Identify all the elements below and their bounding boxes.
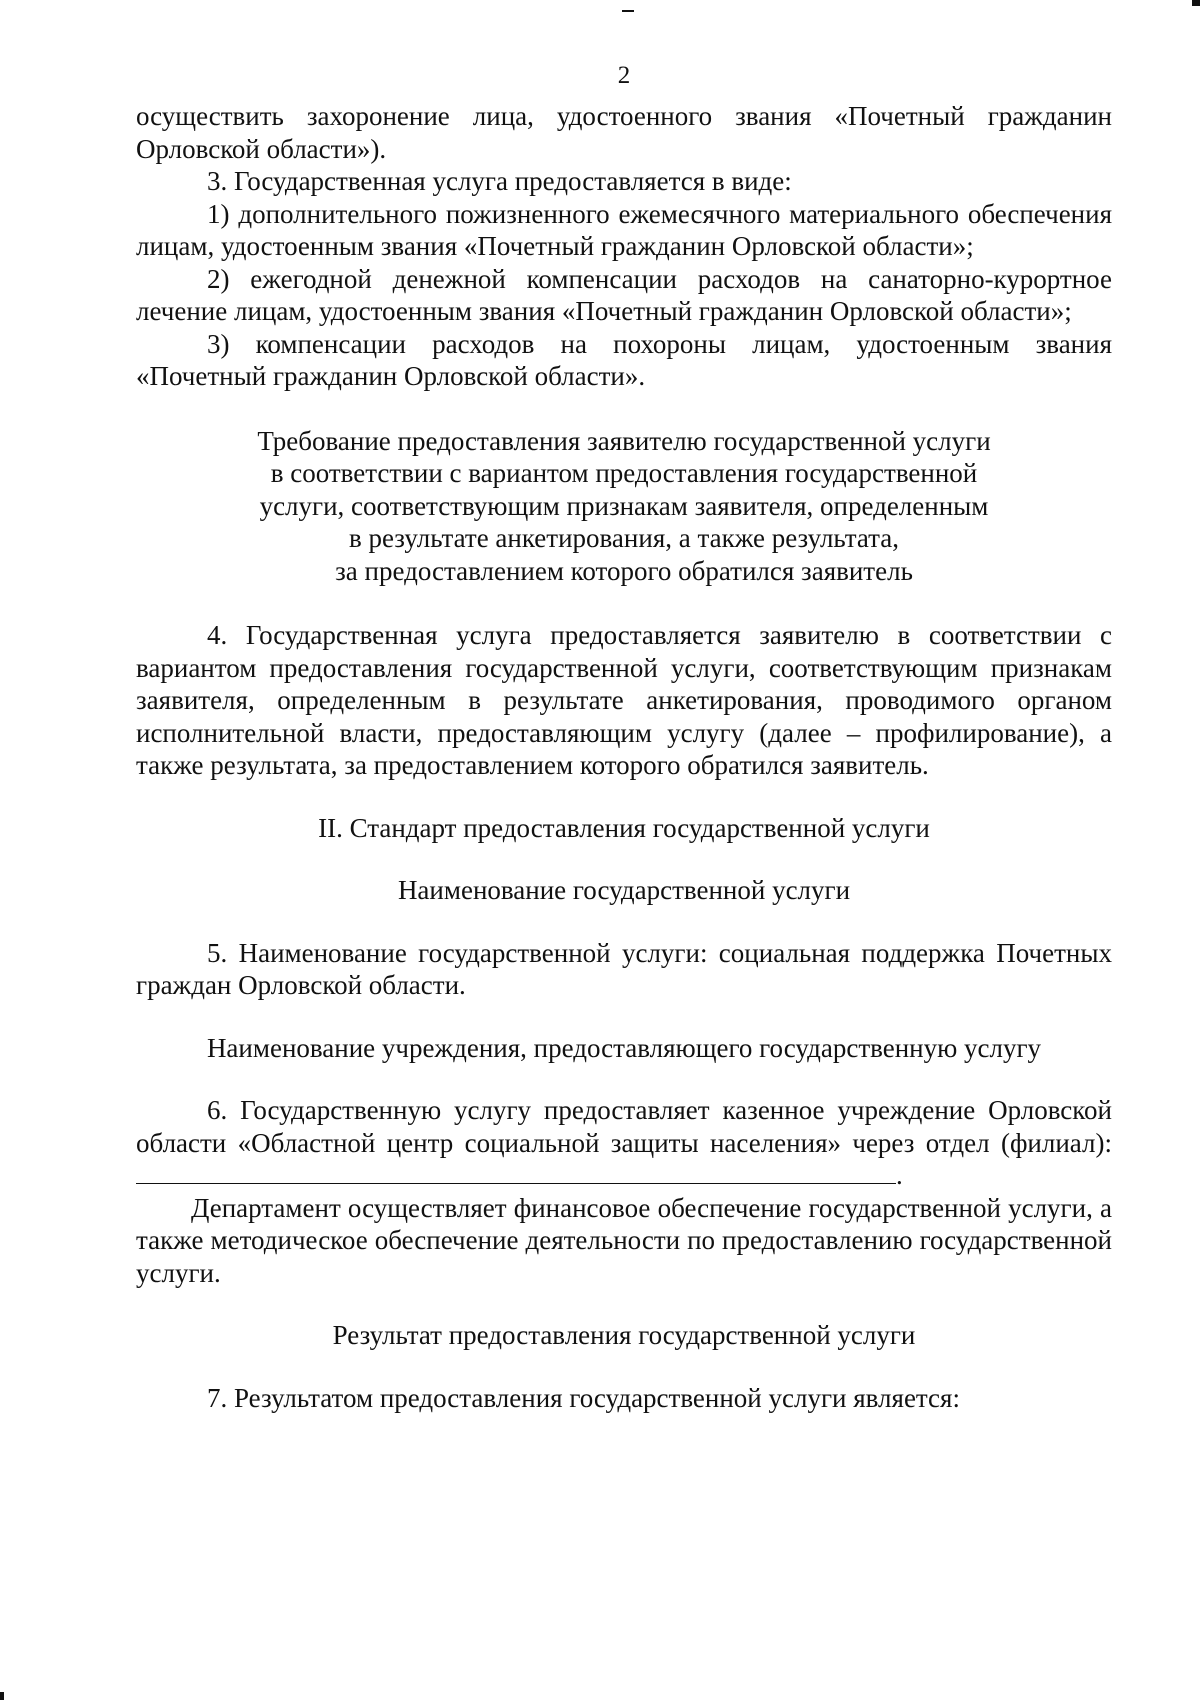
- scan-mark-corner: [1192, 0, 1200, 6]
- requirement-heading-line: услуги, соответствующим признакам заявителя, определенным: [259, 490, 989, 521]
- requirement-heading-line: в соответствии с вариантом предоставления государственной: [270, 458, 978, 488]
- institution-heading: Наименование учреждения, предоставляющего государственную услугу: [206, 1032, 1042, 1063]
- item-3-sub-1: 1) дополнительного пожизненного ежемесячного материального обеспечения лицам, удостоенным звания «Почетный гражданин Орловской области»;: [136, 198, 1112, 261]
- item-6-end-mark: .: [896, 1160, 903, 1190]
- department-paragraph: Департамент осуществляет финансовое обеспечение государственной услуги, а также методическое обеспечение деятельности по предоставлению государственной услуги.: [136, 1192, 1112, 1288]
- document-body: [136, 60, 1112, 1414]
- requirement-heading: [136, 425, 1112, 588]
- result-heading: Результат предоставления государственной услуги: [332, 1320, 916, 1350]
- branch-blank-line: [136, 1161, 896, 1184]
- item-7: 7. Результатом предоставления государственной услуги является:: [207, 1382, 960, 1413]
- page-number: 2: [617, 62, 631, 89]
- service-name-heading: Наименование государственной услуги: [397, 875, 851, 905]
- item-3-sub-2: 2) ежегодной денежной компенсации расходов на санаторно-курортное лечение лицам, удостоенным звания «Почетный гражданин Орловской области»;: [136, 263, 1112, 326]
- section-2-heading: II. Стандарт предоставления государственной услуги: [318, 812, 930, 843]
- requirement-heading-line: в результате анкетирования, а также результата,: [349, 523, 899, 553]
- scan-mark-top: [622, 10, 634, 12]
- scan-mark-left: [0, 1692, 4, 1700]
- item-3-sub-3: 3) компенсации расходов на похороны лицам, удостоенным звания «Почетный гражданин Орловской области».: [136, 328, 1112, 391]
- requirement-heading-line: за предоставлением которого обратился заявитель: [335, 555, 913, 586]
- item-4: 4. Государственная услуга предоставляется заявителю в соответствии с вариантом предоставления государственной услуги, соответствующим признакам заявителя, определенным в результате анкетирования, проводимого органом исполнительной власти, предоставляющим услугу (далее – профилирование), а также результата, за предоставлением которого обратился заявитель.: [136, 620, 1112, 780]
- item-6: [136, 1094, 1112, 1192]
- intro-paragraph: осуществить захоронение лица, удостоенного звания «Почетный гражданин Орловской области»).: [136, 101, 1112, 164]
- item-6-text: 6. Государственную услугу предоставляет казенное учреждение Орловской области «Областной центр социальной защиты населения» через отдел (филиал):: [136, 1095, 1112, 1158]
- requirement-heading-line: Требование предоставления заявителю государственной услуги: [257, 425, 991, 456]
- item-3: 3. Государственная услуга предоставляется в виде:: [207, 166, 792, 196]
- item-5: 5. Наименование государственной услуги: социальная поддержка Почетных граждан Орловской области.: [136, 937, 1112, 1000]
